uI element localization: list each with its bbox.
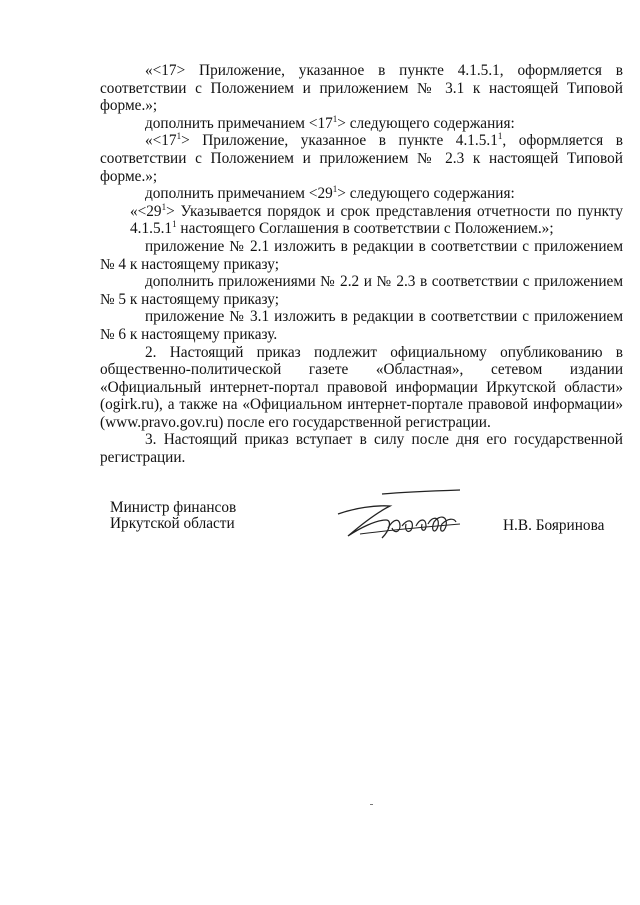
paragraph-text: > следующего содержания: [337,185,515,203]
paragraph-text: дополнить приложениями № 2.2 и № 2.3 в соответствии с приложением № 5 к настоящему приказу; [100,273,623,308]
signatory-position [110,500,236,532]
paragraph-text: дополнить примечанием <29 [145,185,333,203]
paragraph [100,132,623,185]
paragraph-text: > Приложение, указанное в пункте 4.1.5.1 [181,132,498,150]
paragraph-text: приложение № 3.1 изложить в редакции в соответствии с приложением № 6 к настоящему приказу. [100,308,623,343]
paragraph [100,344,623,432]
document-body [100,62,623,467]
superscript: 1 [172,219,177,230]
paragraph-text: «<29 [130,202,162,220]
superscript: 1 [176,131,182,142]
paragraph-text: приложение № 2.1 изложить в редакции в соответствии с приложением № 4 к настоящему приказу; [100,237,623,273]
paragraph-text: , оформляется в соответствии с Положением и приложением № 2.3 к настоящей Типовой форме.»; [100,132,623,185]
handwritten-signature [330,484,470,552]
superscript: 1 [332,113,338,124]
paragraph [100,431,623,466]
paragraph-text: «<17> Приложение, указанное в пункте 4.1.5.1, оформляется в соответствии с Положением и приложением № 3.1 к настоящей Типовой форме.»; [100,62,623,115]
paragraph [100,185,623,203]
superscript: 1 [161,201,167,212]
superscript: 1 [497,131,503,142]
paragraph [100,238,623,273]
signatory-position-line-1: Министр финансов [110,499,237,516]
paragraph [100,273,623,308]
page-dot [370,804,373,805]
paragraph [100,115,623,133]
paragraph-text: настоящего Соглашения в соответствии с Положением.»; [176,220,554,238]
paragraph-text: 2. Настоящий приказ подлежит официальному опубликованию в общественно-политической газете «Областная», сетевом издании «Официальный интернет-портал правовой информации Иркутской области» (ogirk.ru), а также на «Официальном интернет-портале правовой информации» (www.pravo.gov.ru) после его государственной регистрации. [100,343,623,431]
paragraph-text: дополнить примечанием <17 [145,114,333,132]
paragraph-text: > Указывается порядок и срок представления отчетности по пункту 4.1.5.1 [130,202,623,238]
paragraph [100,308,623,343]
paragraph [100,62,623,115]
paragraph-text: 3. Настоящий приказ вступает в силу после дня его государственной регистрации. [100,431,623,467]
signatory-name: Н.В. Бояринова [503,517,605,534]
superscript: 1 [332,184,338,195]
paragraph [100,203,623,238]
signatory-position-line-2: Иркутской области [110,515,235,532]
paragraph-text: > следующего содержания: [337,114,515,132]
paragraph-text: «<17 [145,132,177,150]
